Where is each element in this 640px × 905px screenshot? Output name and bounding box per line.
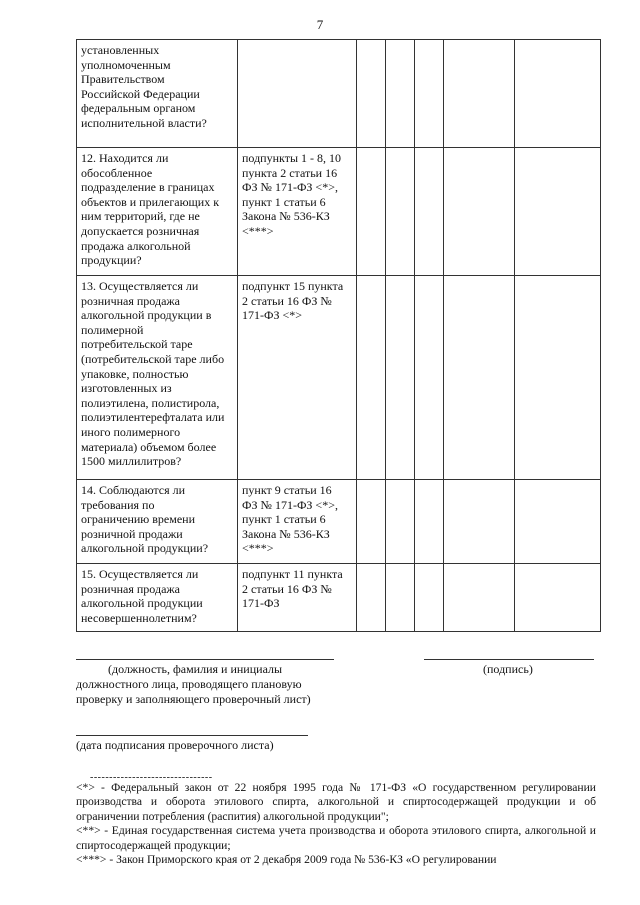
date-signature-line[interactable] [76, 735, 308, 736]
answer-no-cell[interactable] [386, 564, 415, 632]
page-number: 7 [316, 17, 324, 32]
question-cell: 12. Находится ли обособленное подразделение в границах объектов и прилегающих к ним территорий, где не допускается розничная продажа алкогольной продукции? [77, 148, 238, 276]
answer-na-cell[interactable] [415, 276, 444, 480]
answer-extra-cell[interactable] [444, 40, 515, 148]
question-cell: 15. Осуществляется ли розничная продажа алкогольной продукции несовершеннолетним? [77, 564, 238, 632]
footnote-1: <*> - Федеральный закон от 22 ноября 1995 года № 171-ФЗ «О государственном регулировании производства и оборота этилового спирта, алкогольной и спиртосодержащей продукции и об ограничении потребления (распития) алкогольной продукции"; [76, 781, 596, 823]
answer-yes-cell[interactable] [357, 564, 386, 632]
footnote-3: <***> - Закон Приморского края от 2 декабря 2009 года № 536-КЗ «О регулировании [76, 853, 497, 867]
reference-cell [238, 40, 357, 148]
answer-na-cell[interactable] [415, 564, 444, 632]
answer-no-cell[interactable] [386, 40, 415, 148]
footnote-2: <**> - Единая государственная система учета производства и оборота этилового спирта, алкогольной и спиртосодержащей продукции; [76, 824, 596, 852]
comment-cell[interactable] [515, 480, 601, 564]
comment-cell[interactable] [515, 40, 601, 148]
table-row [77, 564, 601, 632]
date-caption: (дата подписания проверочного листа) [76, 738, 274, 752]
footnote-separator: -------------------------------- [90, 772, 213, 783]
answer-na-cell[interactable] [415, 148, 444, 276]
question-cell: установленных уполномоченным Правительством Российской Федерации федеральным органом исполнительной власти? [77, 40, 238, 148]
comment-cell[interactable] [515, 564, 601, 632]
table-row [77, 276, 601, 480]
answer-extra-cell[interactable] [444, 148, 515, 276]
reference-cell: подпункт 11 пункта 2 статьи 16 ФЗ № 171-ФЗ [238, 564, 357, 632]
reference-cell: пункт 9 статьи 16 ФЗ № 171-ФЗ <*>, пункт 1 статьи 6 Закона № 536-КЗ <***> [238, 480, 357, 564]
table-row [77, 148, 601, 276]
answer-na-cell[interactable] [415, 480, 444, 564]
question-cell: 13. Осуществляется ли розничная продажа алкогольной продукции в полимерной потребительской таре (потребительской таре либо упаковке, полностью изготовленных из полиэтилена, полистирола, полиэтилентерефталата или иного полимерного материала) объемом более 1500 миллилитров? [77, 276, 238, 480]
answer-no-cell[interactable] [386, 480, 415, 564]
table-row [77, 40, 601, 148]
answer-yes-cell[interactable] [357, 480, 386, 564]
answer-no-cell[interactable] [386, 276, 415, 480]
checklist-table [76, 39, 601, 632]
position-signature-line[interactable] [76, 659, 334, 660]
answer-yes-cell[interactable] [357, 40, 386, 148]
position-caption-continued: должностного лица, проводящего плановую проверку и заполняющего проверочный лист) [76, 677, 311, 706]
signature-caption: (подпись) [483, 662, 533, 676]
answer-na-cell[interactable] [415, 40, 444, 148]
answer-no-cell[interactable] [386, 148, 415, 276]
signature-line[interactable] [424, 659, 594, 660]
position-caption: (должность, фамилия и инициалы [108, 662, 283, 676]
reference-cell: подпункт 15 пункта 2 статьи 16 ФЗ № 171-ФЗ <*> [238, 276, 357, 480]
answer-yes-cell[interactable] [357, 148, 386, 276]
answer-extra-cell[interactable] [444, 480, 515, 564]
answer-extra-cell[interactable] [444, 276, 515, 480]
comment-cell[interactable] [515, 148, 601, 276]
comment-cell[interactable] [515, 276, 601, 480]
table-row [77, 480, 601, 564]
footnotes [76, 781, 596, 867]
answer-yes-cell[interactable] [357, 276, 386, 480]
reference-cell: подпункты 1 - 8, 10 пункта 2 статьи 16 ФЗ № 171-ФЗ <*>, пункт 1 статьи 6 Закона № 536-КЗ <***> [238, 148, 357, 276]
answer-extra-cell[interactable] [444, 564, 515, 632]
question-cell: 14. Соблюдаются ли требования по ограничению времени розничной продажи алкогольной продукции? [77, 480, 238, 564]
